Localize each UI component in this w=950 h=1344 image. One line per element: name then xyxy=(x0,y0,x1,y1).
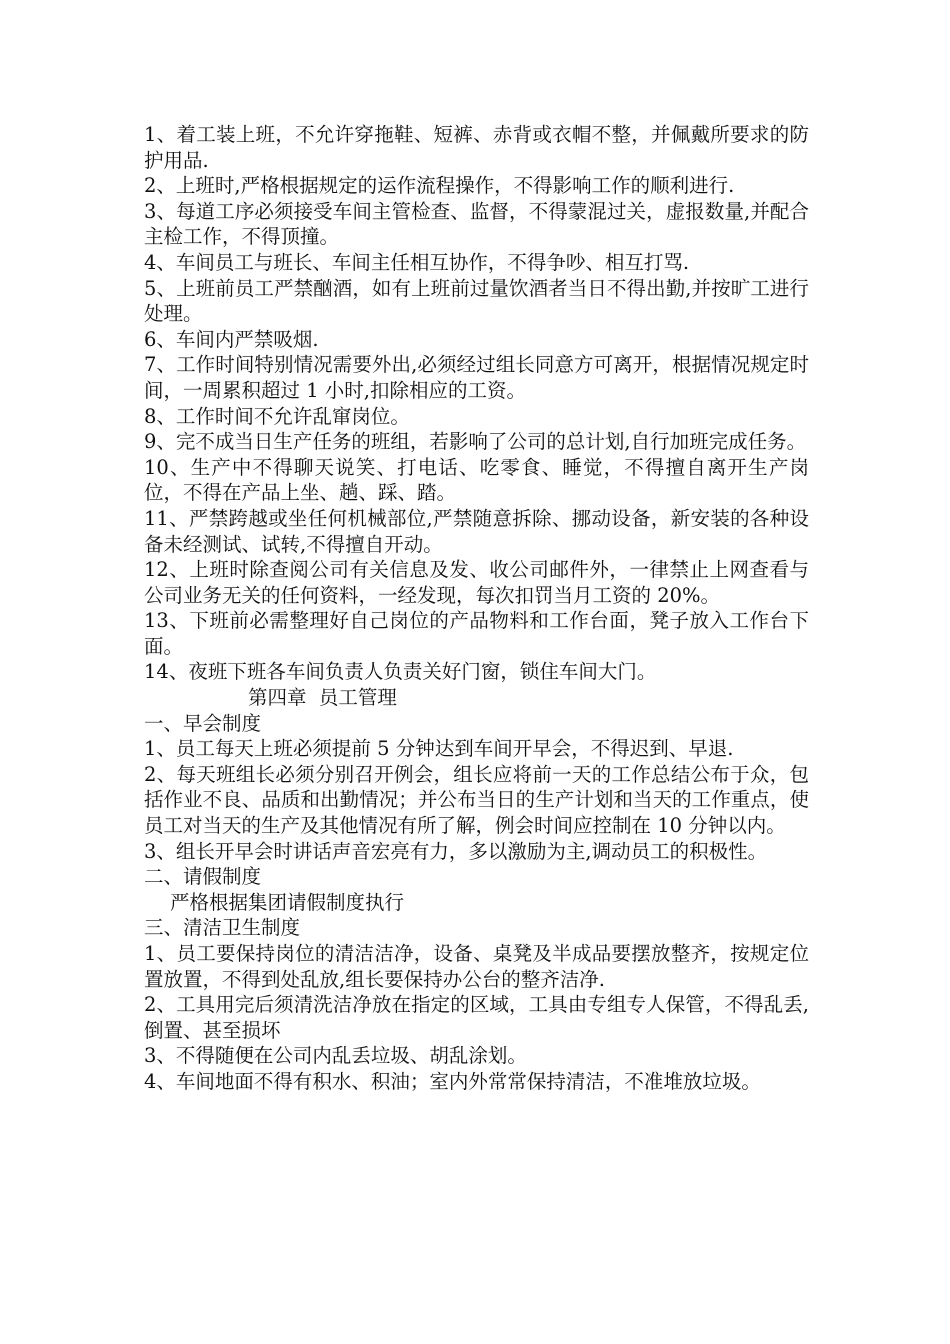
document-page xyxy=(144,122,809,1095)
rule-1: 1、着工装上班，不允许穿拖鞋、短裤、赤背或衣帽不整，并佩戴所要求的防护用品. xyxy=(144,123,809,172)
rule-11: 11、严禁跨越或坐任何机械部位,严禁随意拆除、挪动设备，新安装的各种设备未经测试、试转,不得擅自开动。 xyxy=(144,506,809,556)
rule-12: 12、上班时除查阅公司有关信息及发、收公司邮件外，一律禁止上网查看与公司业务无关的任何资料，一经发现，每次扣罚当月工资的 20%。 xyxy=(144,558,809,607)
rule-8: 8、工作时间不允许乱窜岗位。 xyxy=(144,404,410,428)
rule-4: 4、车间员工与班长、车间主任相互协作，不得争吵、相互打骂. xyxy=(144,250,690,274)
hygiene-item-2: 2、工具用完后须清洗洁净放在指定的区域，工具由专组专人保管，不得乱丢,倒置、甚至损坏 xyxy=(144,993,809,1042)
rule-5: 5、上班前员工严禁酗酒，如有上班前过量饮酒者当日不得出勤,并按旷工进行处理。 xyxy=(144,276,809,326)
rule-14: 14、夜班下班各车间负责人负责关好门窗，锁住车间大门。 xyxy=(144,660,657,684)
rule-6: 6、车间内严禁吸烟. xyxy=(144,327,319,351)
rule-2: 2、上班时,严格根据规定的运作流程操作，不得影响工作的顺利进行. xyxy=(144,174,735,198)
rule-3: 3、每道工序必须接受车间主管检查、监督，不得蒙混过关，虚报数量,并配合主检工作，不得顶撞。 xyxy=(144,199,809,249)
section-heading-morning-meeting: 一、早会制度 xyxy=(144,711,262,735)
morning-meeting-item-3: 3、组长开早会时讲话声音宏亮有力，多以激励为主,调动员工的积极性。 xyxy=(144,839,768,863)
chapter-title: 第四章 员工管理 xyxy=(248,686,397,710)
hygiene-item-4: 4、车间地面不得有积水、积油；室内外常常保持清洁，不准堆放垃圾。 xyxy=(144,1069,761,1093)
leave-policy-text: 严格根据集团请假制度执行 xyxy=(170,890,405,914)
morning-meeting-item-2: 2、每天班组长必须分别召开例会，组长应将前一天的工作总结公布于众，包括作业不良、品质和出勤情况；并公布当日的生产计划和当天的工作重点，使员工对当天的生产及其他情况有所了解，例会时间应控制在 10 分钟以内。 xyxy=(144,762,809,838)
rule-7: 7、工作时间特别情况需要外出,必须经过组长同意方可离开，根据情况规定时间，一周累积超过 1 小时,扣除相应的工资。 xyxy=(144,353,809,402)
hygiene-item-3: 3、不得随便在公司内乱丢垃圾、胡乱涂划。 xyxy=(144,1044,527,1068)
rule-10: 10、生产中不得聊天说笑、打电话、吃零食、睡觉，不得擅自离开生产岗位，不得在产品上坐、趟、踩、踏。 xyxy=(144,455,809,505)
hygiene-item-1: 1、员工要保持岗位的清洁洁净，设备、桌凳及半成品要摆放整齐，按规定位置放置，不得到处乱放,组长要保持办公台的整齐洁净. xyxy=(144,942,809,991)
morning-meeting-item-1: 1、员工每天上班必须提前 5 分钟达到车间开早会，不得迟到、早退. xyxy=(144,737,734,761)
rule-9: 9、完不成当日生产任务的班组，若影响了公司的总计划,自行加班完成任务。 xyxy=(144,430,807,454)
section-heading-hygiene: 三、清洁卫生制度 xyxy=(144,916,301,940)
rule-13: 13、下班前必需整理好自己岗位的产品物料和工作台面，凳子放入工作台下面。 xyxy=(144,609,809,658)
section-heading-leave: 二、请假制度 xyxy=(144,865,262,889)
